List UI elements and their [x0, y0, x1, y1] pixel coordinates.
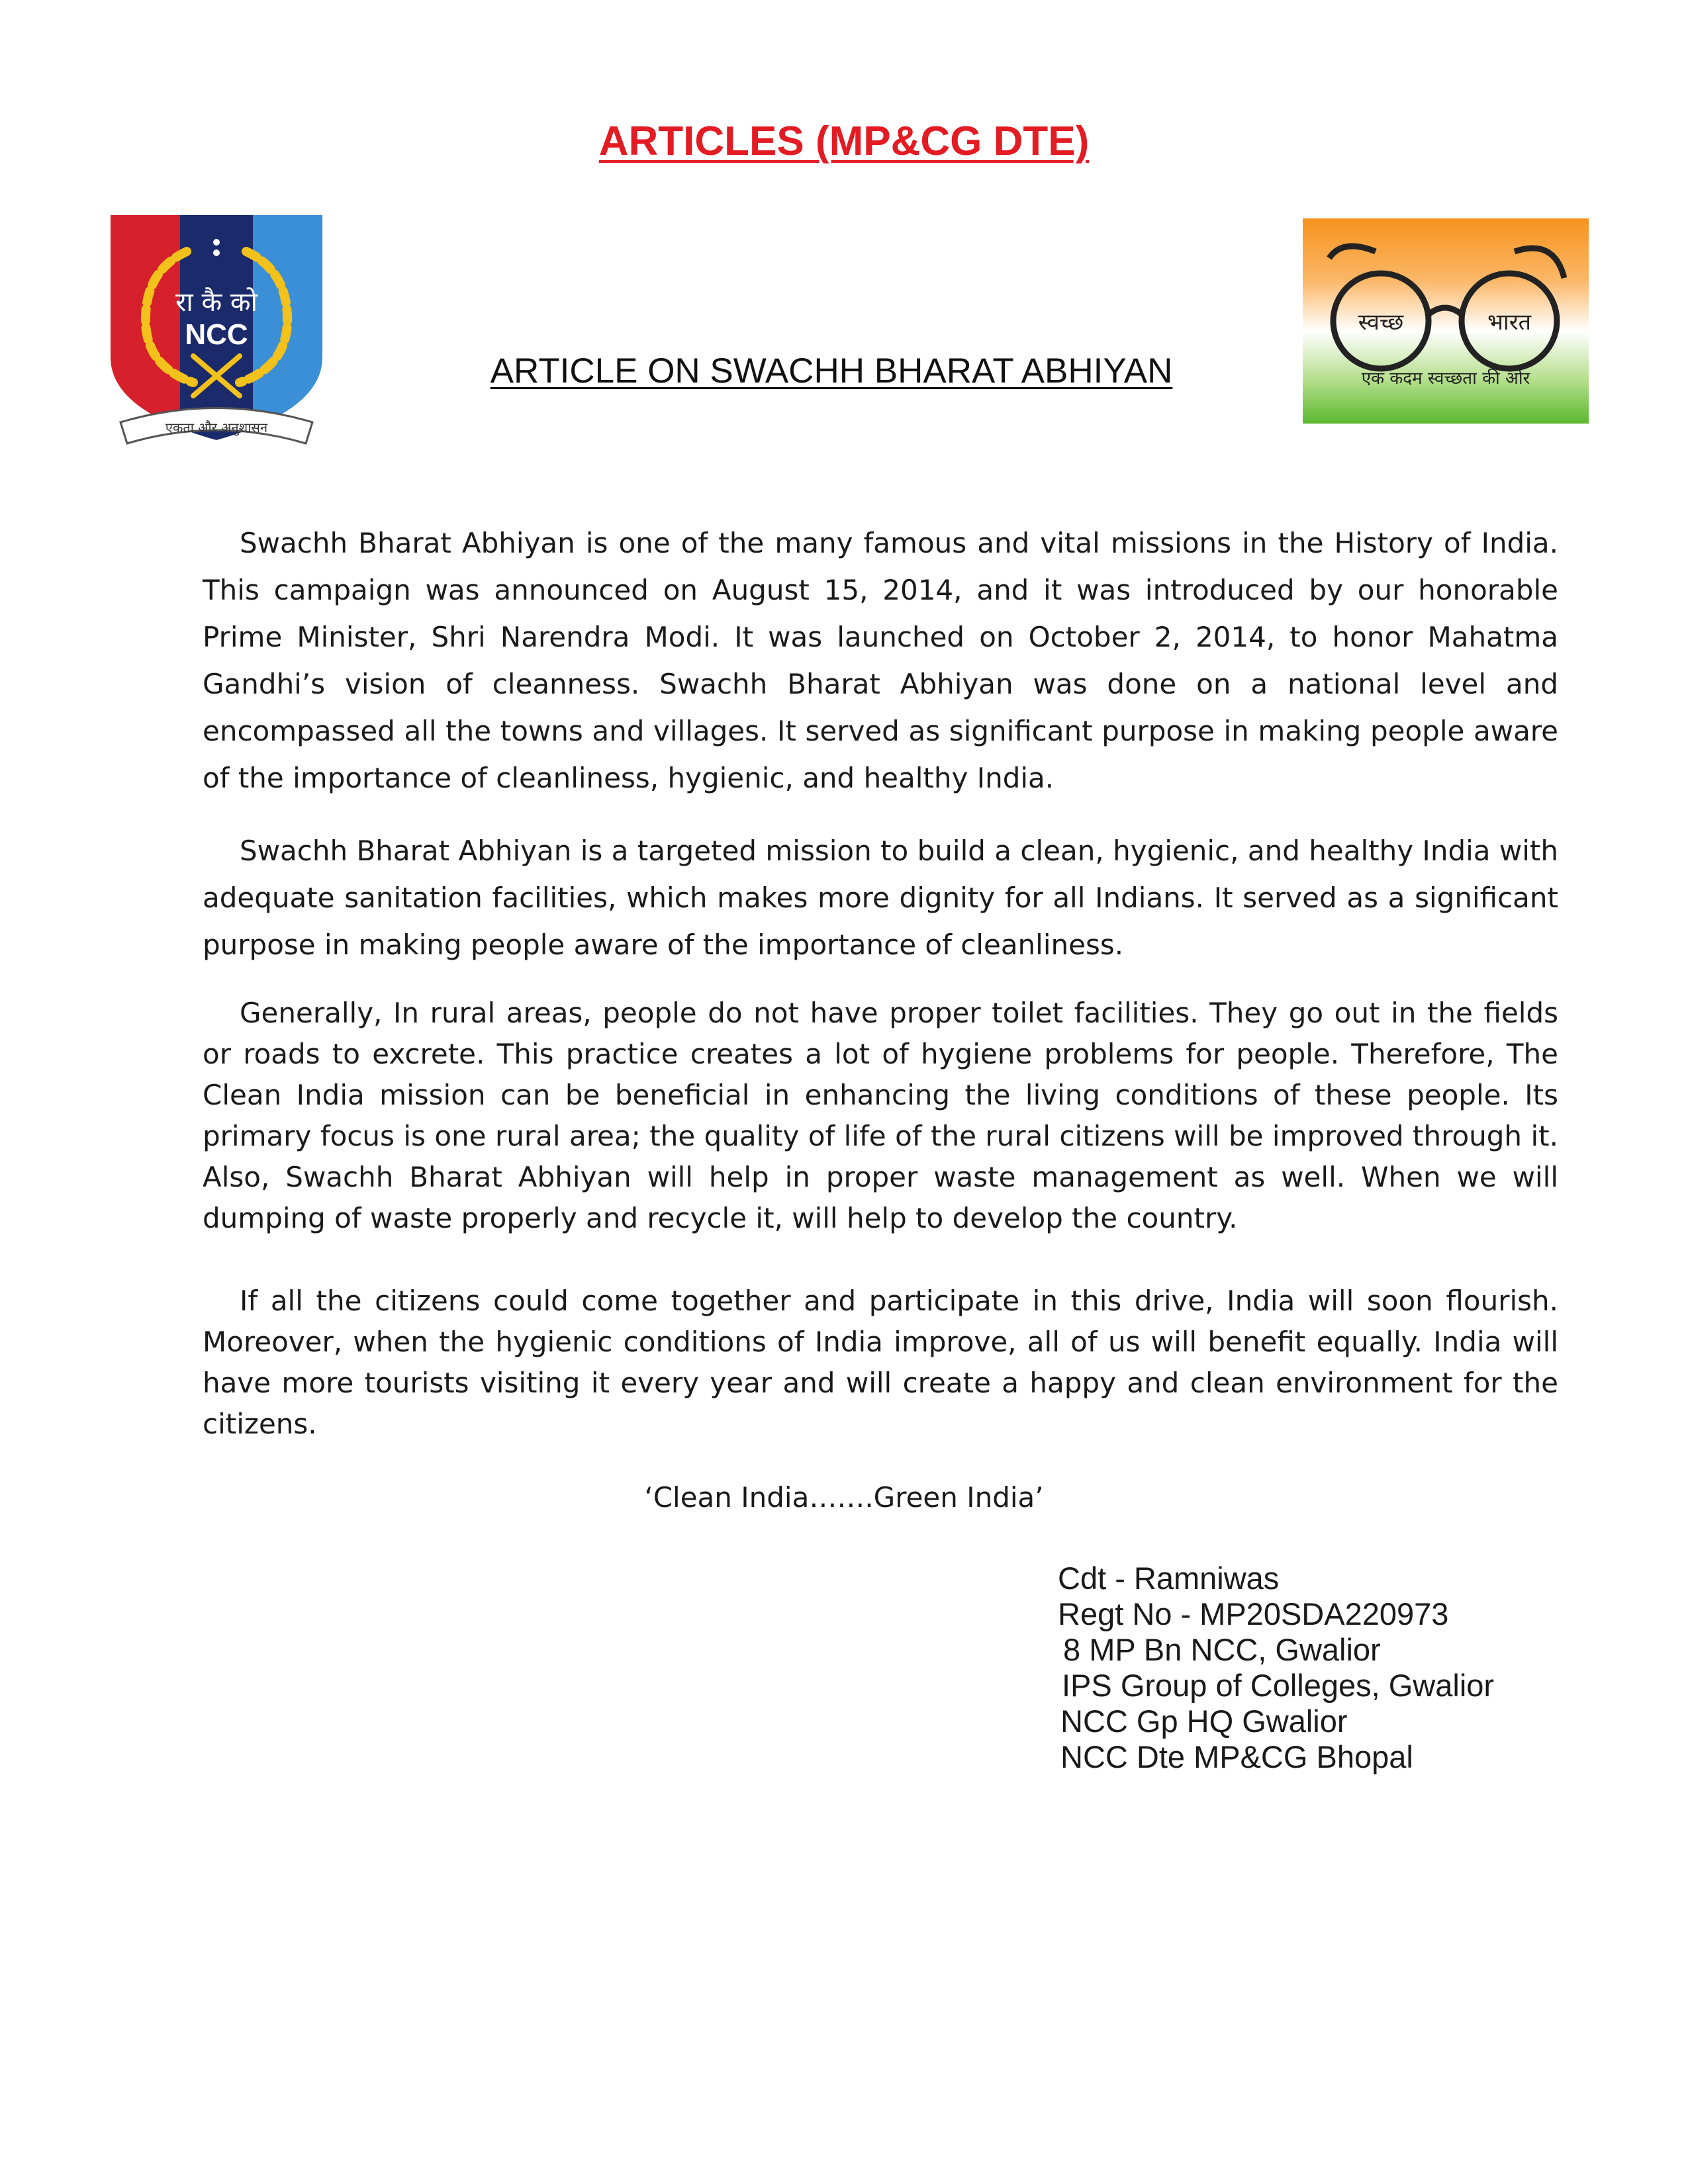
article-paragraph-1: Swachh Bharat Abhiyan is one of the many famous and vital missions in the History of India. This campaign was announced on August 15, 2014, and it was introduced by our honorable Prime Minister, Shri Narendra Modi. It was launched on October 2, 2014, to honor Mahatma Gandhi’s vision of cleanness. Swachh Bharat Abhiyan was done on a national level and encompassed all the towns and villages. It served as significant purpose in making people aware of the importance of cleanliness, hygienic, and healthy India. [203, 527, 1558, 794]
article-paragraph-2: Swachh Bharat Abhiyan is a targeted mission to build a clean, hygienic, and healthy India with adequate sanitation facilities, which makes more dignity for all Indians. It served as a significant purpose in making people aware of the importance of cleanliness. [203, 835, 1558, 961]
slogan: ‘Clean India…….Green India’ [644, 1481, 1044, 1514]
signature-block [1058, 1561, 1494, 1775]
page-title: ARTICLES (MP&CG DTE) [598, 118, 1090, 164]
signature-regt-no: Regt No - MP20SDA220973 [1058, 1596, 1449, 1631]
article-paragraph-3: Generally, In rural areas, people do not have proper toilet facilities. They go out in the fields or roads to excrete. This practice creates a lot of hygiene problems for people. Therefore, The Clean India mission can be beneficial in enhancing the living conditions of these people. Its primary focus is one rural area; the quality of life of the rural citizens will be improved through it. Also, Swachh Bharat Abhiyan will help in proper waste management as well. When we will dumping of waste properly and recycle it, will help to develop the country. [203, 997, 1558, 1234]
ncc-text: NCC [185, 318, 248, 351]
swachh-left-text: स्वच्छ [1358, 309, 1404, 336]
swachh-right-text: भारत [1487, 309, 1531, 336]
signature-name: Cdt - Ramniwas [1058, 1561, 1280, 1596]
signature-group-hq: NCC Gp HQ Gwalior [1060, 1704, 1348, 1739]
article-paragraph-4: If all the citizens could come together and participate in this drive, India will soon flourish. Moreover, when the hygienic conditions of India improve, all of us will benefit equally. India will have more tourists visiting it every year and will create a happy and clean environment for the citizens. [203, 1285, 1558, 1440]
article-title: ARTICLE ON SWACHH BHARAT ABHIYAN [490, 351, 1173, 390]
signature-college: IPS Group of Colleges, Gwalior [1062, 1668, 1495, 1703]
ncc-motto: एकता और अनुशासन [165, 420, 268, 435]
ncc-hindi-text: रा कै को [175, 287, 258, 318]
signature-directorate: NCC Dte MP&CG Bhopal [1060, 1739, 1413, 1774]
swachh-bharat-glasses-icon [1303, 218, 1589, 424]
swachh-tagline: एक कदम स्वच्छता की ओर [1361, 369, 1530, 388]
signature-unit: 8 MP Bn NCC, Gwalior [1063, 1632, 1381, 1667]
ncc-emblem-icon [107, 212, 326, 457]
